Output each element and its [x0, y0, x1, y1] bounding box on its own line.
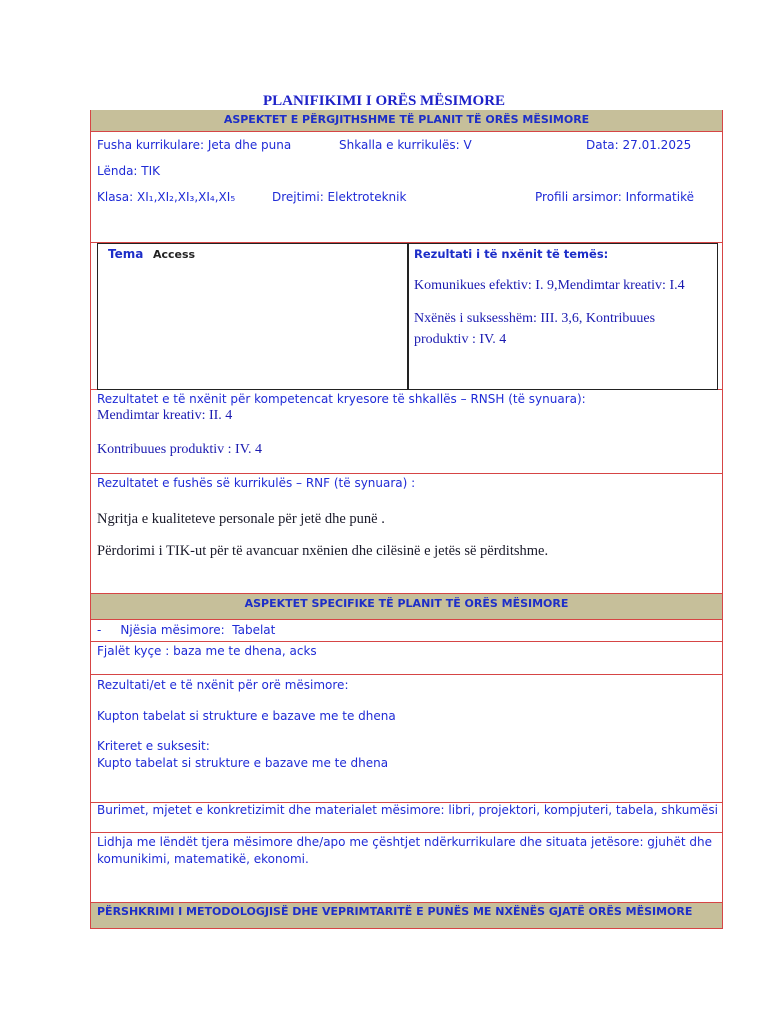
success-criteria-value: Kupto tabelat si strukture e bazave me te dhena	[97, 756, 389, 770]
general-aspects-header-text: ASPEKTET E PËRGJITHSHME TË PLANIT TË ORËS MËSIMORE	[223, 113, 590, 126]
topic-result-2b: produktiv : IV. 4	[414, 332, 507, 347]
curriculum-level: Shkalla e kurrikulës: V	[339, 138, 472, 152]
subject: Lënda: TIK	[97, 164, 161, 178]
lesson-outcomes-label: Rezultati/et e të nxënit për orë mësimore:	[97, 678, 349, 692]
education-profile: Profili arsimor: Informatikë	[535, 190, 694, 204]
resources-row	[90, 803, 723, 833]
keywords: Fjalët kyçe : baza me te dhena, acks	[97, 644, 317, 658]
topic-results-title: Rezultati i të nxënit të temës:	[414, 247, 609, 261]
topic-result-2a: Nxënës i suksesshëm: III. 3,6, Kontribuues	[414, 311, 656, 326]
connections-block	[90, 833, 723, 903]
rnsh-label: Rezultatet e të nxënit për kompetencat kryesore të shkallës – RNSH (të synuara):	[97, 392, 586, 406]
topic-value: Access	[153, 248, 196, 261]
rnf-line-2: Përdorimi i TIK-ut për të avancuar nxënien dhe cilësinë e jetës së përditshme.	[97, 543, 549, 559]
methodology-header-text: PËRSHKRIMI I METODOLOGJISË DHE VEPRIMTARITË E PUNËS ME NXËNËS GJATË ORËS MËSIMORE	[97, 905, 693, 918]
lesson-unit: - Njësia mësimore: Tabelat	[97, 623, 276, 637]
topic-cell	[97, 243, 409, 390]
general-info-block	[90, 132, 723, 243]
curricular-field: Fusha kurrikulare: Jeta dhe puna	[97, 138, 292, 152]
rnf-label: Rezultatet e fushës së kurrikulës – RNF (të synuara) :	[97, 476, 416, 490]
keywords-row	[90, 642, 723, 675]
rnf-line-1: Ngritja e kualiteteve personale për jetë dhe punë .	[97, 511, 385, 527]
rnf-block	[90, 474, 723, 594]
connections-line-1: Lidhja me lëndët tjera mësimore dhe/apo me çështjet ndërkurrikulare dhe situata jetësore: gjuhët dhe	[97, 835, 712, 849]
methodology-header	[90, 903, 723, 929]
rnsh-line-2: Kontribuues produktiv : IV. 4	[97, 442, 263, 457]
topic-label: Tema	[108, 247, 144, 261]
connections-line-2: komunikimi, matematikë, ekonomi.	[97, 852, 309, 866]
general-aspects-header	[90, 110, 723, 132]
topic-result-1: Komunikues efektiv: I. 9,Mendimtar kreativ: I.4	[414, 278, 685, 293]
lesson-unit-row	[90, 620, 723, 642]
lesson-outcomes-block	[90, 675, 723, 803]
success-criteria-label: Kriteret e suksesit:	[97, 739, 210, 753]
classes: Klasa: XI₁,XI₂,XI₃,XI₄,XI₅	[97, 190, 236, 204]
topic-results-cell	[407, 243, 718, 390]
page-title: PLANIFIKIMI I ORËS MËSIMORE	[262, 93, 506, 109]
date: Data: 27.01.2025	[586, 138, 692, 152]
direction: Drejtimi: Elektroteknik	[272, 190, 407, 204]
lesson-outcomes-value: Kupton tabelat si strukture e bazave me te dhena	[97, 709, 396, 723]
specific-aspects-header-text: ASPEKTET SPECIFIKE TË PLANIT TË ORËS MËSIMORE	[244, 597, 569, 610]
rnsh-block	[90, 390, 723, 474]
topic-block	[90, 243, 723, 390]
rnsh-line-1: Mendimtar kreativ: II. 4	[97, 408, 233, 423]
specific-aspects-header	[90, 594, 723, 620]
resources: Burimet, mjetet e konkretizimit dhe materialet mësimore: libri, projektori, kompjuteri, tabela, shkumësi	[97, 803, 719, 817]
